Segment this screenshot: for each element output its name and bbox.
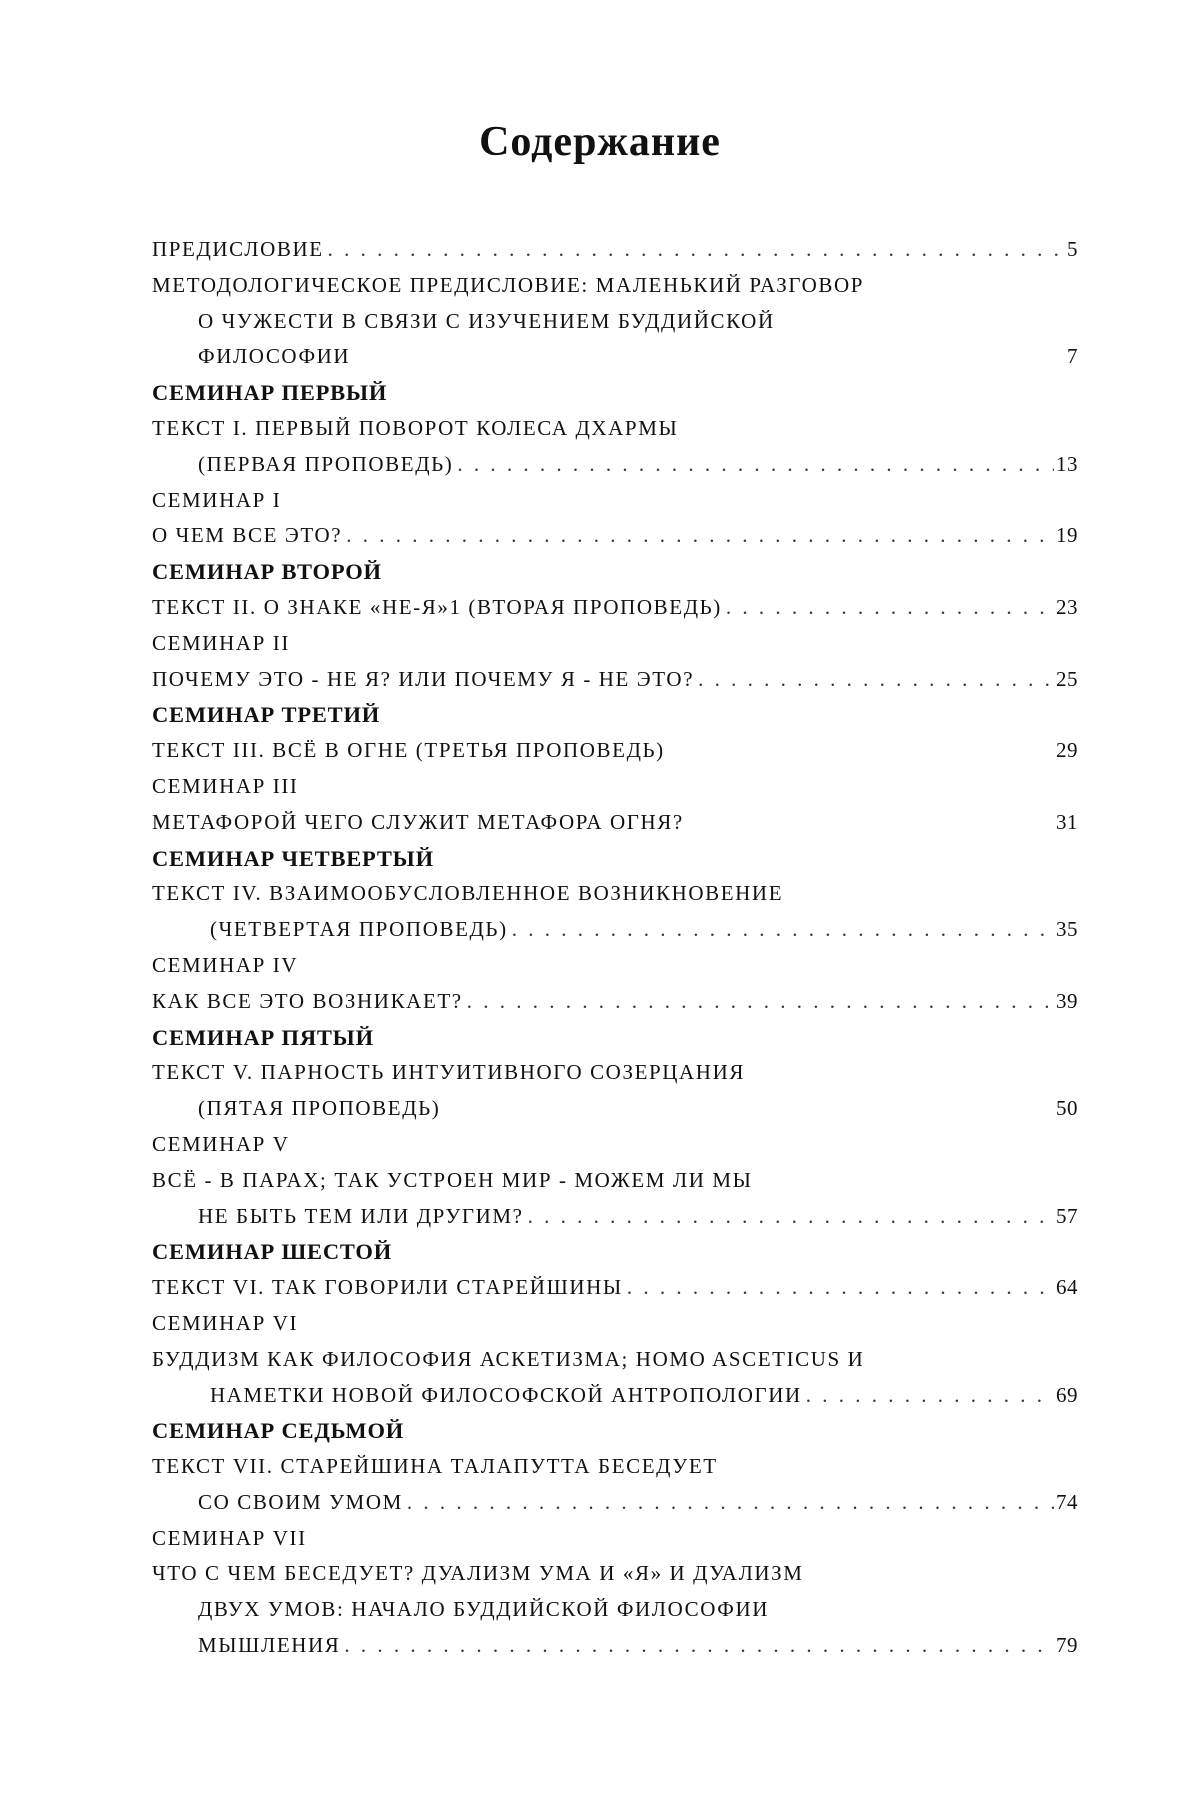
toc-entry (152, 1449, 1078, 1485)
toc-entry-text: МЫШЛЕНИЯ (198, 1633, 341, 1658)
toc-section-heading (152, 554, 1078, 590)
page-title: Содержание (479, 119, 721, 165)
toc-entry (152, 805, 1078, 841)
toc-entry (152, 1306, 1078, 1342)
toc-entry (152, 984, 1078, 1020)
toc-entry (152, 268, 1078, 304)
toc-page-number: 74 (1056, 1489, 1078, 1514)
toc-entry-text: О ЧЕМ ВСЕ ЭТО? (152, 523, 343, 548)
toc-entry-text: СЕМИНАР ТРЕТИЙ (152, 702, 381, 728)
toc-entry-text: ВСЁ - В ПАРАХ; ТАК УСТРОЕН МИР - МОЖЕМ ЛИ МЫ (152, 1167, 753, 1192)
toc-entry-continued (152, 339, 1078, 375)
toc-entry-text: СЕМИНАР ЧЕТВЕРТЫЙ (152, 845, 434, 871)
toc-entry-text: (ЧЕТВЕРТАЯ ПРОПОВЕДЬ) (210, 917, 508, 942)
toc-entry-continued (152, 1628, 1078, 1664)
toc-entry (152, 590, 1078, 626)
toc-page-number: 31 (1056, 809, 1078, 834)
toc-entry-text: ПОЧЕМУ ЭТО - НЕ Я? ИЛИ ПОЧЕМУ Я - НЕ ЭТО? (152, 666, 695, 691)
toc-page-number: 25 (1056, 666, 1078, 691)
toc-entry-text: (ПЕРВАЯ ПРОПОВЕДЬ) (198, 451, 454, 476)
toc-entry-text: ТЕКСТ III. ВСЁ В ОГНЕ (ТРЕТЬЯ ПРОПОВЕДЬ) (152, 738, 665, 763)
toc-entry-continued (152, 1592, 1078, 1628)
toc-entry (152, 232, 1078, 268)
toc-page-number: 79 (1056, 1633, 1078, 1658)
toc-entry (152, 1342, 1078, 1378)
toc-section-heading (152, 375, 1078, 411)
toc-entry-text: МЕТОДОЛОГИЧЕСКОЕ ПРЕДИСЛОВИЕ: МАЛЕНЬКИЙ РАЗГОВОР (152, 272, 864, 297)
toc-entry-text: СЕМИНАР I (152, 487, 282, 512)
dot-leader (407, 1485, 1054, 1521)
toc-page-number: 64 (1056, 1275, 1078, 1300)
dot-leader (457, 447, 1054, 483)
dot-leader (467, 984, 1054, 1020)
toc-page-number: 35 (1056, 917, 1078, 942)
toc-entry-continued (152, 1378, 1078, 1414)
toc-entry (152, 518, 1078, 554)
toc-entry-continued (152, 304, 1078, 340)
toc-entry-text: (ПЯТАЯ ПРОПОВЕДЬ) (198, 1096, 441, 1121)
toc-page-number: 39 (1056, 988, 1078, 1013)
toc-entry-text: СО СВОИМ УМОМ (198, 1489, 403, 1514)
toc-entry-text: СЕМИНАР VII (152, 1525, 307, 1550)
toc-entry (152, 1556, 1078, 1592)
dot-leader (627, 1270, 1054, 1306)
toc-entry-text: СЕМИНАР ПЯТЫЙ (152, 1024, 374, 1050)
toc-section-heading (152, 697, 1078, 733)
toc-entry-text: ФИЛОСОФИИ (198, 344, 351, 369)
toc-section-heading (152, 1234, 1078, 1270)
toc-entry-text: СЕМИНАР IV (152, 952, 299, 977)
toc-entry-text: СЕМИНАР СЕДЬМОЙ (152, 1418, 405, 1444)
toc-entry (152, 411, 1078, 447)
dot-leader (512, 912, 1054, 948)
toc-entry (152, 733, 1078, 769)
toc-section-heading (152, 841, 1078, 877)
toc-entry-text: ЧТО С ЧЕМ БЕСЕДУЕТ? ДУАЛИЗМ УМА И «Я» И ДУАЛИЗМ (152, 1561, 804, 1586)
toc-entry-text: ПРЕДИСЛОВИЕ (152, 237, 324, 261)
toc-entry (152, 662, 1078, 698)
toc-entry-text: СЕМИНАР V (152, 1131, 290, 1156)
table-of-contents (152, 232, 1078, 1664)
toc-entry-text: КАК ВСЕ ЭТО ВОЗНИКАЕТ? (152, 988, 463, 1013)
toc-entry-text: СЕМИНАР ПЕРВЫЙ (152, 380, 388, 406)
toc-entry (152, 1163, 1078, 1199)
toc-entry-text: СЕМИНАР II (152, 630, 290, 655)
dot-leader (698, 662, 1054, 698)
toc-entry-text: ТЕКСТ VI. ТАК ГОВОРИЛИ СТАРЕЙШИНЫ (152, 1275, 623, 1300)
toc-section-heading (152, 1020, 1078, 1056)
dot-leader (344, 1628, 1054, 1664)
toc-entry-continued (152, 1485, 1078, 1521)
toc-page-number: 7 (1067, 344, 1078, 369)
dot-leader (528, 1199, 1054, 1235)
toc-entry-continued (152, 912, 1078, 948)
toc-page-number: 69 (1056, 1382, 1078, 1407)
toc-entry-text: ТЕКСТ IV. ВЗАИМООБУСЛОВЛЕННОЕ ВОЗНИКНОВЕНИЕ (152, 881, 784, 906)
toc-entry-text: БУДДИЗМ КАК ФИЛОСОФИЯ АСКЕТИЗМА; HOMO ASCETICUS И (152, 1346, 865, 1371)
toc-page-number: 29 (1056, 738, 1078, 763)
toc-entry (152, 1270, 1078, 1306)
toc-entry-text: СЕМИНАР ВТОРОЙ (152, 559, 382, 585)
toc-entry (152, 769, 1078, 805)
dot-leader (806, 1378, 1054, 1414)
toc-section-heading (152, 1413, 1078, 1449)
toc-entry-text: СЕМИНАР ШЕСТОЙ (152, 1239, 392, 1265)
toc-entry-continued (152, 447, 1078, 483)
toc-page-number: 50 (1056, 1096, 1078, 1121)
toc-entry-continued (152, 1199, 1078, 1235)
toc-entry-text: НАМЕТКИ НОВОЙ ФИЛОСОФСКОЙ АНТРОПОЛОГИИ (210, 1382, 802, 1407)
toc-entry-text: СЕМИНАР III (152, 773, 299, 798)
toc-entry-text: ДВУХ УМОВ: НАЧАЛО БУДДИЙСКОЙ ФИЛОСОФИИ (198, 1597, 770, 1622)
toc-entry (152, 1521, 1078, 1557)
toc-entry-text: СЕМИНАР VI (152, 1310, 299, 1335)
toc-entry (152, 1055, 1078, 1091)
toc-entry-text: ТЕКСТ II. О ЗНАКЕ «НЕ-Я»1 (ВТОРАЯ ПРОПОВЕДЬ) (152, 594, 722, 619)
toc-entry (152, 948, 1078, 984)
toc-page-number: 13 (1056, 451, 1078, 476)
toc-entry-continued (152, 1091, 1078, 1127)
toc-page-number: 23 (1056, 594, 1078, 619)
toc-entry (152, 483, 1078, 519)
toc-entry-text: О ЧУЖЕСТИ В СВЯЗИ С ИЗУЧЕНИЕМ БУДДИЙСКОЙ (198, 308, 775, 333)
toc-entry (152, 1127, 1078, 1163)
toc-entry-text: ТЕКСТ V. ПАРНОСТЬ ИНТУИТИВНОГО СОЗЕРЦАНИЯ (152, 1060, 745, 1085)
toc-page-number: 19 (1056, 523, 1078, 548)
toc-entry-text: ТЕКСТ I. ПЕРВЫЙ ПОВОРОТ КОЛЕСА ДХАРМЫ (152, 415, 679, 440)
dot-leader (726, 590, 1054, 626)
toc-entry-text: МЕТАФОРОЙ ЧЕГО СЛУЖИТ МЕТАФОРА ОГНЯ? (152, 809, 684, 834)
toc-page-number: 5 (1067, 237, 1078, 261)
toc-entry (152, 626, 1078, 662)
toc-entry (152, 876, 1078, 912)
toc-entry-text: НЕ БЫТЬ ТЕМ ИЛИ ДРУГИМ? (198, 1203, 524, 1228)
dot-leader (328, 232, 1065, 268)
toc-entry-text: ТЕКСТ VII. СТАРЕЙШИНА ТАЛАПУТТА БЕСЕДУЕТ (152, 1454, 718, 1479)
dot-leader (346, 518, 1054, 554)
toc-page-number: 57 (1056, 1203, 1078, 1228)
